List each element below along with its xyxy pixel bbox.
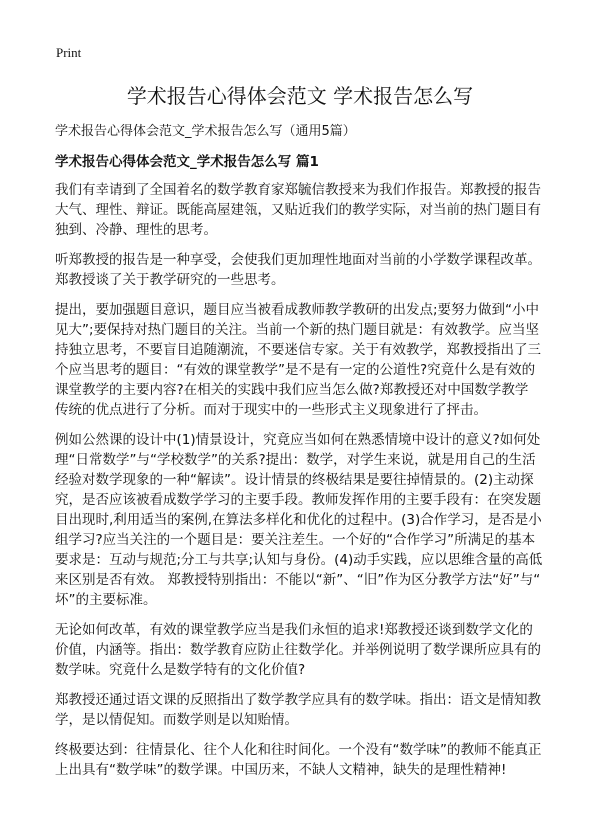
paragraph — [55, 300, 555, 420]
paragraph-line: 大气、理性、辩证。既能高屋建瓴，又贴近我们的教学实际，对当前的热门题目有 — [55, 202, 541, 218]
paragraph-line: 例如公然课的设计中(1)情景设计，究竟应当如何在熟悉情境中设计的意义?如何处 — [55, 432, 541, 448]
paragraph-line: 要求是：互动与规范;分工与共享;认知与身份。(4)动手实践，应以思维含量的高低 — [55, 552, 543, 568]
paragraph-line: 价值，内涵等。指出：数学教育应防止往数学化。并举例说明了数学课所应具有的 — [55, 642, 541, 658]
paragraph — [55, 430, 555, 610]
paragraph-line: 传统的优点进行了分析。而对于现实中的一些形式主义现象进行了抨击。 — [55, 402, 487, 418]
paragraph-line: 听郑教授的报告是一种享受，会使我们更加理性地面对当前的小学数学课程改革。 — [55, 252, 541, 268]
paragraph-line: 目出现时,利用适当的案例,在算法多样化和优化的过程中。(3)合作学习，是否是小 — [55, 512, 542, 528]
paragraph-line: 提出，要加强题目意识，题目应当被看成教师教学教研的出发点;要努力做到“小中 — [55, 302, 540, 318]
paragraph-line: 学，是以情促知。而数学则是以知贻情。 — [55, 712, 298, 728]
paragraph-line: 无论如何改革，有效的课堂教学应当是我们永恒的追求!郑教授还谈到数学文化的 — [55, 622, 533, 638]
paragraph-line: 见大”;要保持对热门题目的关注。当前一个新的热门题目就是：有效教学。应当坚 — [55, 322, 540, 338]
paragraph-line: 独到、冷静、理性的思考。 — [55, 222, 217, 238]
paragraph-line: 我们有幸请到了全国着名的数学教育家郑毓信教授来为我们作报告。郑教授的报告 — [55, 182, 541, 198]
paragraph-line: 上出具有“数学味”的数学课。中国历来，不缺人文精神，缺失的是理性精神! — [55, 762, 507, 778]
paragraph-line: 终极要达到：往情景化、往个人化和往时间化。一个没有“数学味”的教师不能真正 — [55, 742, 542, 758]
paragraph-line: 个应当思考的题目：“有效的课堂教学”是不是有一定的公道性?究竟什么是有效的 — [55, 362, 536, 378]
paragraph — [55, 690, 555, 730]
paragraph-line: 数学味。究竟什么是数学特有的文化价值? — [55, 662, 306, 678]
section-heading: 学术报告心得体会范文_学术报告怎么写 篇1 — [55, 154, 319, 170]
paragraph — [55, 620, 555, 680]
page-title: 学术报告心得体会范文 学术报告怎么写 — [126, 84, 474, 108]
paragraph-line: 理“日常数学”与“学校数学”的关系?提出：数学，对学生来说，就是用自己的生活 — [55, 452, 536, 468]
paragraph — [55, 250, 555, 290]
paragraph-line: 经验对数学现象的一种“解读”。设计情景的终极结果是要往掉情景的。(2)主动探 — [55, 472, 534, 488]
paragraph — [55, 740, 555, 780]
paragraph-line: 持独立思考，不要盲目追随潮流，不要迷信专家。关于有效教学，郑教授指出了三 — [55, 342, 541, 358]
paragraph — [55, 180, 555, 240]
paragraph-line: 课堂教学的主要内容?在相关的实践中我们应当怎么做?郑教授还对中国数学教学 — [55, 382, 529, 398]
document-subtitle: 学术报告心得体会范文_学术报告怎么写（通用5篇） — [55, 124, 356, 139]
paragraph-line: 郑教授谈了关于教学研究的一些思考。 — [55, 272, 285, 288]
print-link[interactable]: Print — [56, 45, 82, 60]
paragraph-line: 组学习?应当关注的一个题目是：要关注差生。一个好的“合作学习”所满足的基本 — [55, 532, 536, 548]
paragraph-line: 坏”的主要标准。 — [55, 592, 157, 608]
paragraph-line: 来区别是否有效。 郑教授特别指出：不能以“新”、“旧”作为区分教学方法“好”与“ — [55, 572, 541, 588]
paragraph-line: 郑教授还通过语文课的反照指出了数学教学应具有的数学味。指出：语文是情知教 — [55, 692, 541, 708]
paragraph-line: 究，是否应该被看成数学学习的主要手段。教师发挥作用的主要手段有：在突发题 — [55, 492, 541, 508]
document-body — [55, 180, 555, 790]
